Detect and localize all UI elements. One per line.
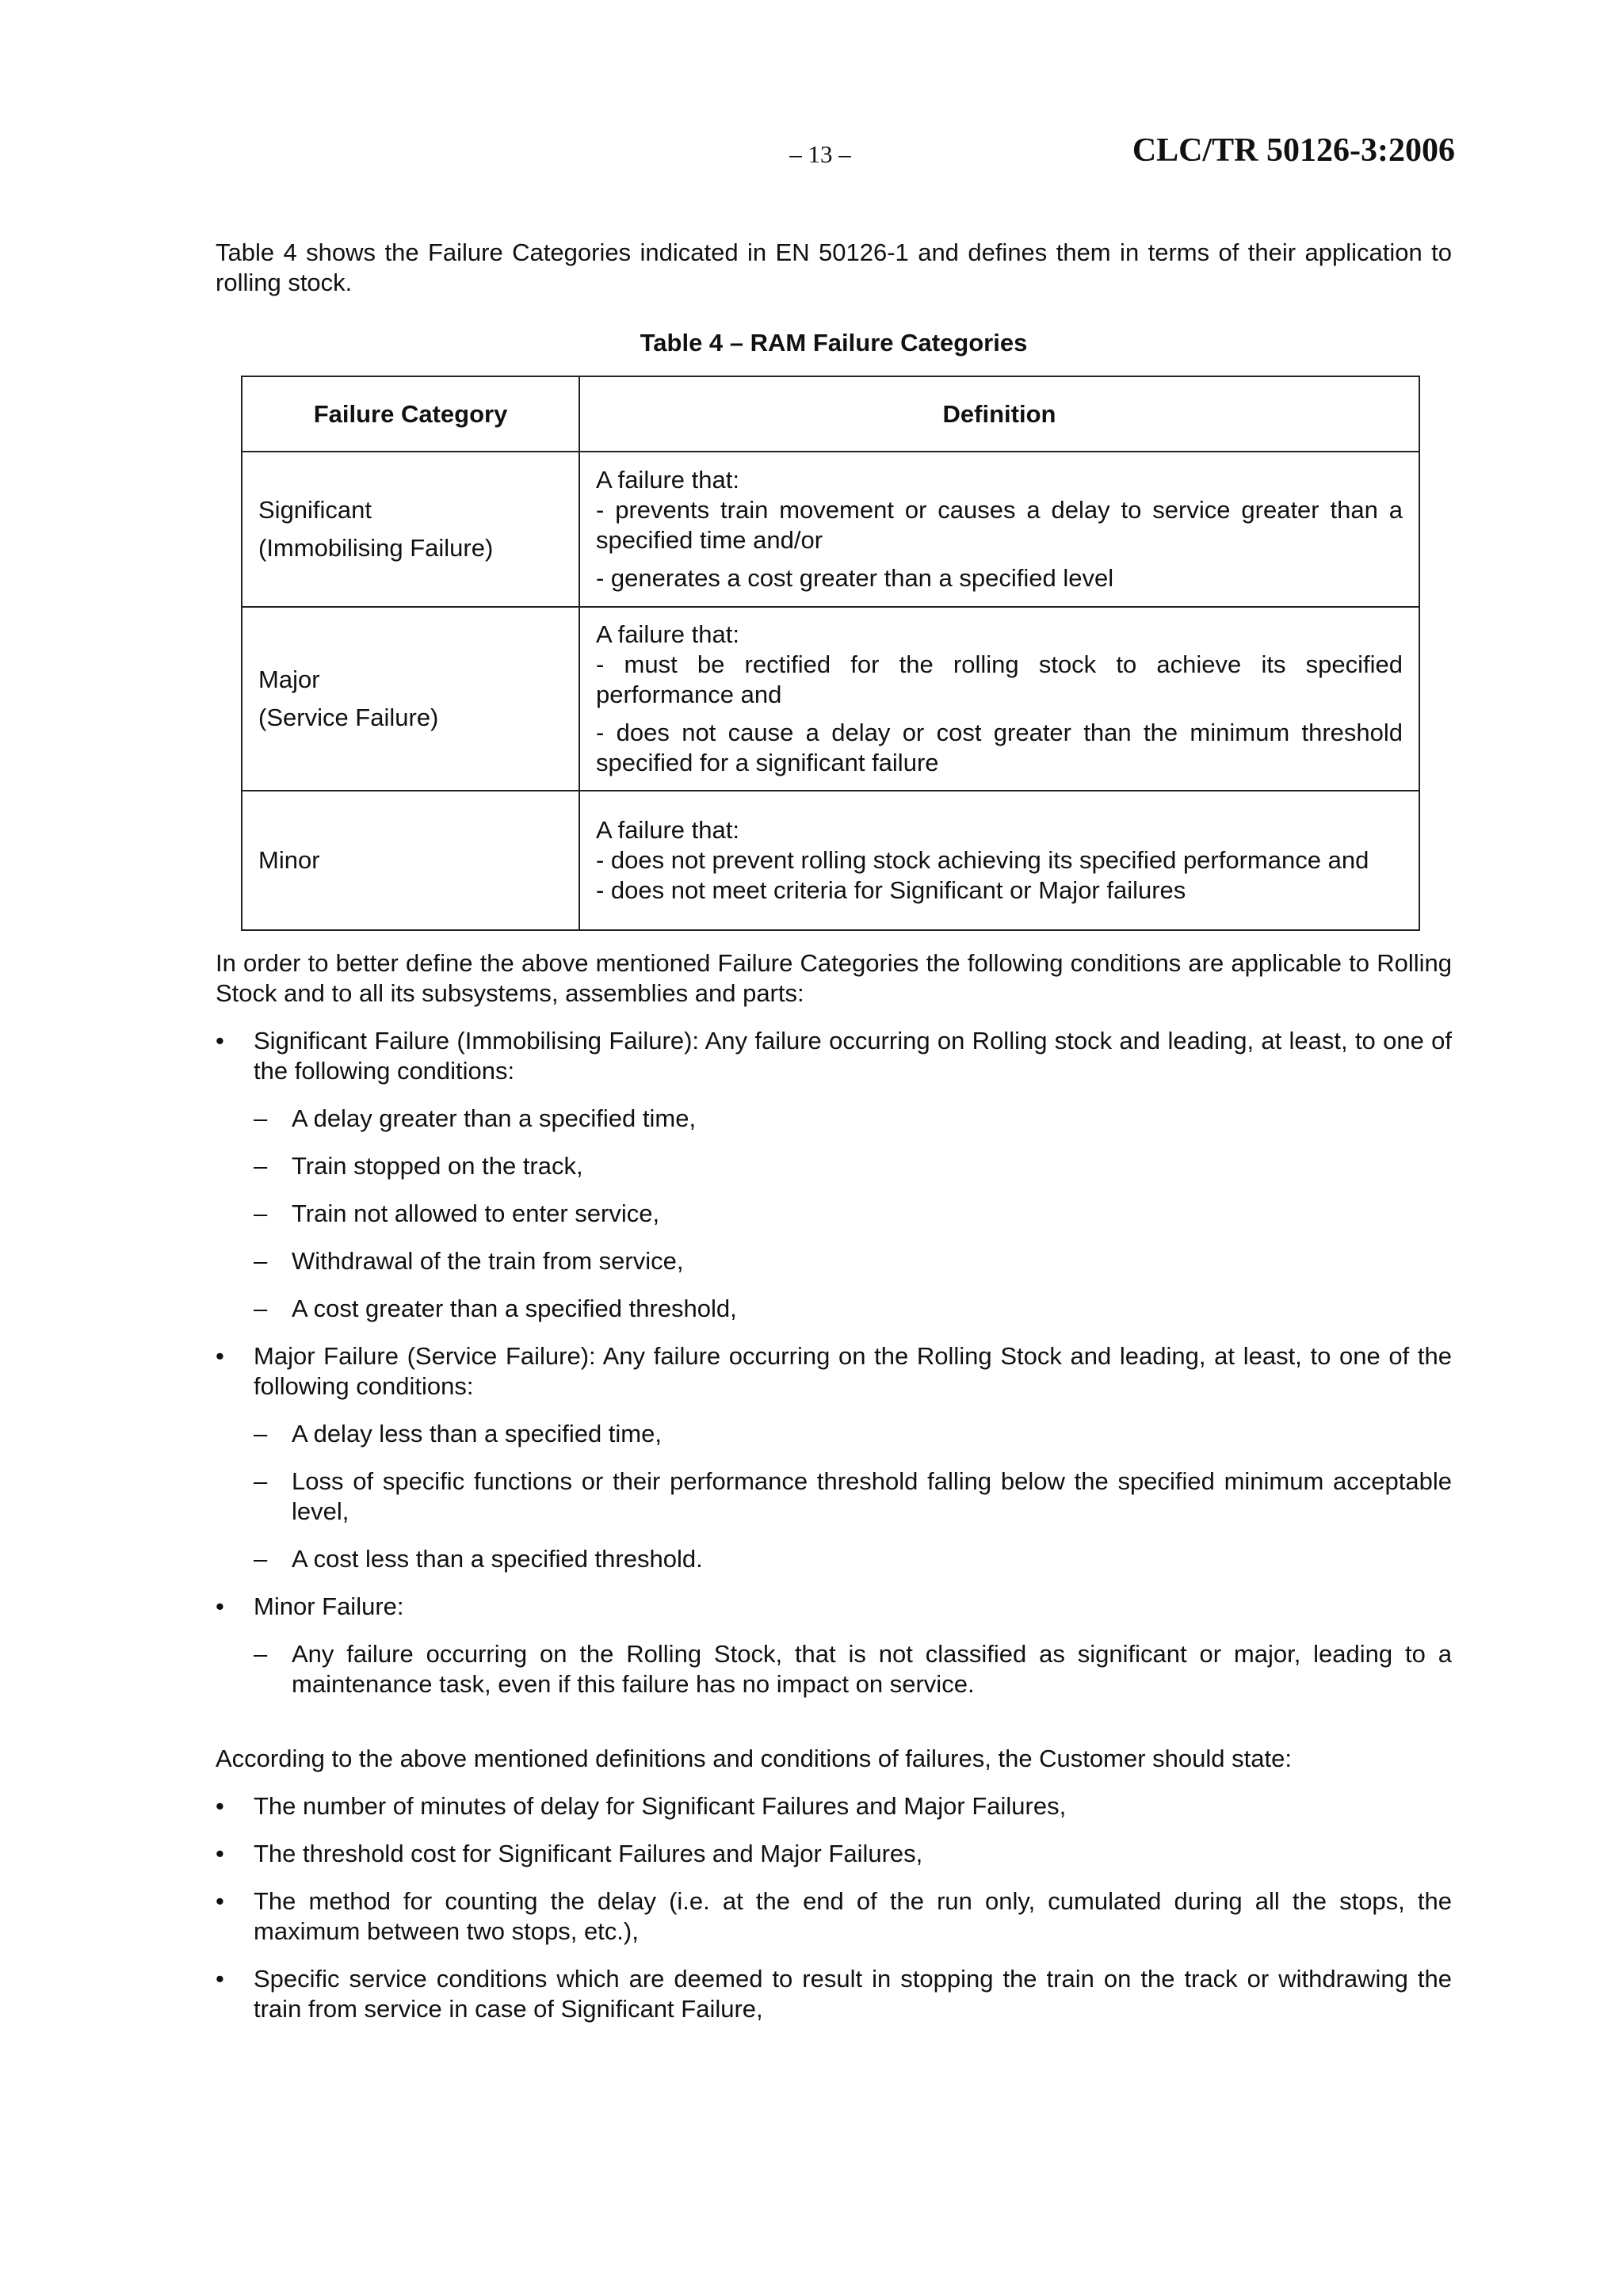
list-item: • The method for counting the delay (i.e. at the end of the run only, cumulated during all the stops, the maximum between two stops, etc.), xyxy=(216,1886,1452,1947)
sub-list-item: – Train stopped on the track, xyxy=(254,1151,1452,1181)
sub-list-item: – Withdrawal of the train from service, xyxy=(254,1246,1452,1276)
sub-list-item: – Any failure occurring on the Rolling Stock, that is not classified as significant or major, leading to a maintenance task, even if this failure has no impact on service. xyxy=(254,1639,1452,1699)
list-item-text: Major Failure (Service Failure): Any failure occurring on the Rolling Stock and leading, at least, to one of the following conditions: xyxy=(254,1342,1452,1400)
definition-cell xyxy=(579,791,1419,930)
list-item-text: Significant Failure (Immobilising Failure): Any failure occurring on Rolling stock and leading, at least, to one of the following conditions: xyxy=(254,1027,1452,1085)
list-item xyxy=(216,1026,1452,1324)
definition-cell xyxy=(579,452,1419,607)
category-name: Minor xyxy=(258,846,320,874)
category-cell xyxy=(242,452,579,607)
definition-line: A failure that: xyxy=(596,466,739,494)
list-item: • Specific service conditions which are deemed to result in stopping the train on the track or withdrawing the train from service in case of Significant Failure, xyxy=(216,1964,1452,2024)
list-item: • The number of minutes of delay for Significant Failures and Major Failures, xyxy=(216,1791,1452,1821)
definition-line: A failure that: xyxy=(596,620,739,648)
sub-list xyxy=(254,1639,1452,1699)
conditions-list xyxy=(216,1026,1452,1699)
list-item xyxy=(216,1341,1452,1574)
sub-list-item: – A delay greater than a specified time, xyxy=(254,1104,1452,1134)
category-cell xyxy=(242,607,579,791)
document-id: CLC/TR 50126-3:2006 xyxy=(1132,132,1455,169)
conditions-intro: In order to better define the above mentioned Failure Categories the following conditions are applicable to Rolling Stock and to all its subsystems, assemblies and parts: xyxy=(216,949,1452,1007)
list-item xyxy=(216,1592,1452,1699)
sub-list-item: – A cost greater than a specified threshold, xyxy=(254,1294,1452,1324)
category-name: Major xyxy=(258,666,320,693)
definition-line: - does not cause a delay or cost greater than the minimum threshold specified for a significant failure xyxy=(596,719,1403,776)
definition-line: - must be rectified for the rolling stock to achieve its specified performance and xyxy=(596,650,1403,708)
page-number: – 13 – xyxy=(789,140,851,168)
category-cell xyxy=(242,791,579,930)
table-row xyxy=(242,452,1419,607)
category-subtitle: (Service Failure) xyxy=(258,704,439,731)
header-failure-category: Failure Category xyxy=(242,376,579,452)
intro-paragraph: Table 4 shows the Failure Categories indicated in EN 50126-1 and defines them in terms of their application to rolling stock. xyxy=(216,238,1452,296)
definition-cell xyxy=(579,607,1419,791)
list-item: • The threshold cost for Significant Failures and Major Failures, xyxy=(216,1839,1452,1869)
list-item-text: Minor Failure: xyxy=(254,1592,404,1620)
failure-categories-table xyxy=(241,376,1420,931)
category-name: Significant xyxy=(258,496,372,524)
definition-line: - does not prevent rolling stock achieving its specified performance and xyxy=(596,846,1369,874)
table-row xyxy=(242,791,1419,930)
page-body xyxy=(216,238,1452,2042)
header-definition: Definition xyxy=(579,376,1419,452)
definition-line: A failure that: xyxy=(596,816,739,844)
sub-list-item: – Loss of specific functions or their performance threshold falling below the specified minimum acceptable level, xyxy=(254,1466,1452,1527)
customer-intro: According to the above mentioned definitions and conditions of failures, the Customer should state: xyxy=(216,1745,1292,1772)
sub-list xyxy=(254,1419,1452,1574)
spacer xyxy=(216,1717,1452,1744)
definition-line: - does not meet criteria for Significant or Major failures xyxy=(596,876,1186,904)
customer-list xyxy=(216,1791,1452,2024)
table-row xyxy=(242,607,1419,791)
sub-list-item: – A delay less than a specified time, xyxy=(254,1419,1452,1449)
table-caption: Table 4 – RAM Failure Categories xyxy=(640,329,1028,357)
sub-list-item: – A cost less than a specified threshold. xyxy=(254,1544,1452,1574)
definition-line: - generates a cost greater than a specified level xyxy=(596,564,1114,592)
sub-list-item: – Train not allowed to enter service, xyxy=(254,1199,1452,1229)
category-subtitle: (Immobilising Failure) xyxy=(258,534,494,562)
table-header-row xyxy=(242,376,1419,452)
definition-line: - prevents train movement or causes a delay to service greater than a specified time and/or xyxy=(596,496,1403,554)
sub-list xyxy=(254,1104,1452,1324)
